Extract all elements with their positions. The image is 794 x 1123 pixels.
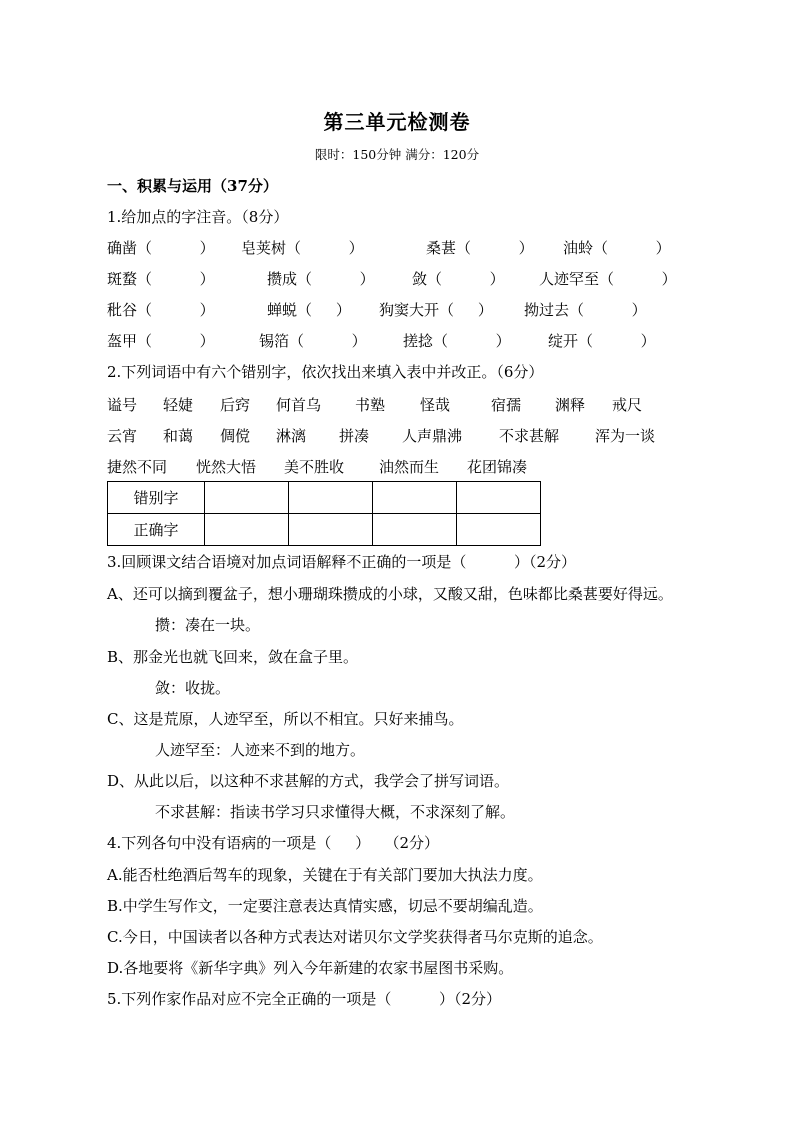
table-header-wrong: 错别字: [108, 482, 205, 514]
q2-stem: 2.下列词语中有六个错别字，依次找出来填入表中并改正。（6分）: [107, 363, 544, 381]
q2-word-row-2: [107, 426, 727, 446]
q1-item: 拗过去（ ）: [524, 301, 647, 319]
q2-word: 美不胜收: [284, 458, 345, 476]
q2-word: 恍然大悟: [196, 458, 257, 476]
q3-option-a-note: 攒：凑在一块。: [155, 616, 261, 634]
q5-stem: 5.下列作家作品对应不完全正确的一项是（ ）（2分）: [107, 990, 502, 1008]
q2-word: 倜傥: [220, 427, 251, 445]
q4-option-b: B.中学生写作文，一定要注意表达真情实感，切忌不要胡编乱造。: [107, 897, 543, 915]
q2-word: 油然而生: [379, 458, 440, 476]
q2-word: 宿孺: [491, 396, 522, 414]
q4-stem: 4.下列各句中没有语病的一项是（ ） （2分）: [107, 834, 440, 852]
q2-word-row-1: [107, 395, 727, 415]
q4-option-a: A.能否杜绝酒后驾车的现象，关键在于有关部门要加大执法力度。: [107, 866, 543, 884]
q3-option-b: B、那金光也就飞回来，敛在盒子里。: [107, 648, 359, 666]
q3-stem: 3.回顾课文结合语境对加点词语解释不正确的一项是（ ）（2分）: [107, 553, 577, 571]
q2-word: 戒尺: [612, 396, 643, 414]
q2-word: 何首乌: [276, 396, 322, 414]
q2-word: 淋漓: [276, 427, 307, 445]
q3-option-b-note: 敛：收拢。: [155, 679, 231, 697]
answer-cell[interactable]: [373, 514, 457, 546]
q1-item: 绽开（ ）: [548, 332, 656, 350]
answer-cell[interactable]: [373, 482, 457, 514]
q2-word: 花团锦凑: [467, 458, 528, 476]
q1-item: 搓捻（ ）: [403, 332, 511, 350]
q3-option-c: C、这是荒原，人迹罕至，所以不相宜。只好来捕鸟。: [107, 710, 464, 728]
q4-option-c: C.今日，中国读者以各种方式表达对诺贝尔文学奖获得者马尔克斯的追念。: [107, 928, 603, 946]
answer-cell[interactable]: [457, 482, 541, 514]
q2-word: 拼凑: [339, 427, 370, 445]
q1-item: 确凿（ ）: [107, 239, 215, 257]
q1-row-1: [107, 238, 727, 258]
q1-item: 蝉蜕（ ）: [267, 301, 351, 319]
q2-word-row-3: [107, 457, 727, 477]
q1-item: 锡箔（ ）: [259, 332, 367, 350]
q1-item: 狗窦大开（ ）: [379, 301, 493, 319]
q2-word: 书塾: [355, 396, 386, 414]
answer-cell[interactable]: [205, 514, 289, 546]
q2-word: 人声鼎沸: [402, 427, 463, 445]
table-header-correct: 正确字: [108, 514, 205, 546]
q1-row-2: [107, 269, 727, 289]
q1-item: 敛（ ）: [412, 270, 505, 288]
q1-item: 秕谷（ ）: [107, 301, 215, 319]
q2-word: 轻婕: [163, 396, 194, 414]
q1-stem: 1.给加点的字注音。（8分）: [107, 208, 289, 226]
q4-option-d: D.各地要将《新华字典》列入今年新建的农家书屋图书采购。: [107, 959, 514, 977]
q1-item: 桑葚（ ）: [426, 239, 534, 257]
q2-word: 不求甚解: [499, 427, 560, 445]
q1-item: 人迹罕至（ ）: [539, 270, 677, 288]
q3-option-a: A、还可以摘到覆盆子，想小珊瑚珠攒成的小球，又酸又甜，色味都比桑葚要好得远。: [107, 585, 673, 603]
q2-word: 后窍: [220, 396, 251, 414]
q1-item: 皂荚树（ ）: [241, 239, 364, 257]
q2-word: 捷然不同: [107, 458, 168, 476]
page-title: 第三单元检测卷: [323, 110, 471, 134]
exam-info: 限时：150分钟 满分：120分: [314, 147, 480, 162]
table-row: [108, 482, 541, 514]
q3-option-d: D、从此以后，以这种不求甚解的方式，我学会了拼写词语。: [107, 772, 510, 790]
q3-option-d-note: 不求甚解：指读书学习只求懂得大概，不求深刻了解。: [155, 803, 516, 821]
section-heading: 一、积累与运用（37分）: [107, 177, 278, 195]
table-row: [108, 514, 541, 546]
q2-word: 谥号: [107, 396, 138, 414]
q3-option-c-note: 人迹罕至：人迹来不到的地方。: [155, 741, 366, 759]
q2-word: 怪哉: [420, 396, 451, 414]
q1-row-3: [107, 300, 727, 320]
correction-table: [107, 481, 541, 546]
answer-cell[interactable]: [457, 514, 541, 546]
q1-item: 攒成（ ）: [267, 270, 375, 288]
q1-item: 油蛉（ ）: [563, 239, 671, 257]
answer-cell[interactable]: [289, 514, 373, 546]
q2-word: 和蔼: [163, 427, 194, 445]
q2-word: 浑为一谈: [595, 427, 656, 445]
q2-word: 云宵: [107, 427, 138, 445]
q1-row-4: [107, 331, 727, 351]
q1-item: 盔甲（ ）: [107, 332, 215, 350]
q1-item: 斑蝥（ ）: [107, 270, 215, 288]
q2-word: 渊释: [555, 396, 586, 414]
answer-cell[interactable]: [205, 482, 289, 514]
answer-cell[interactable]: [289, 482, 373, 514]
